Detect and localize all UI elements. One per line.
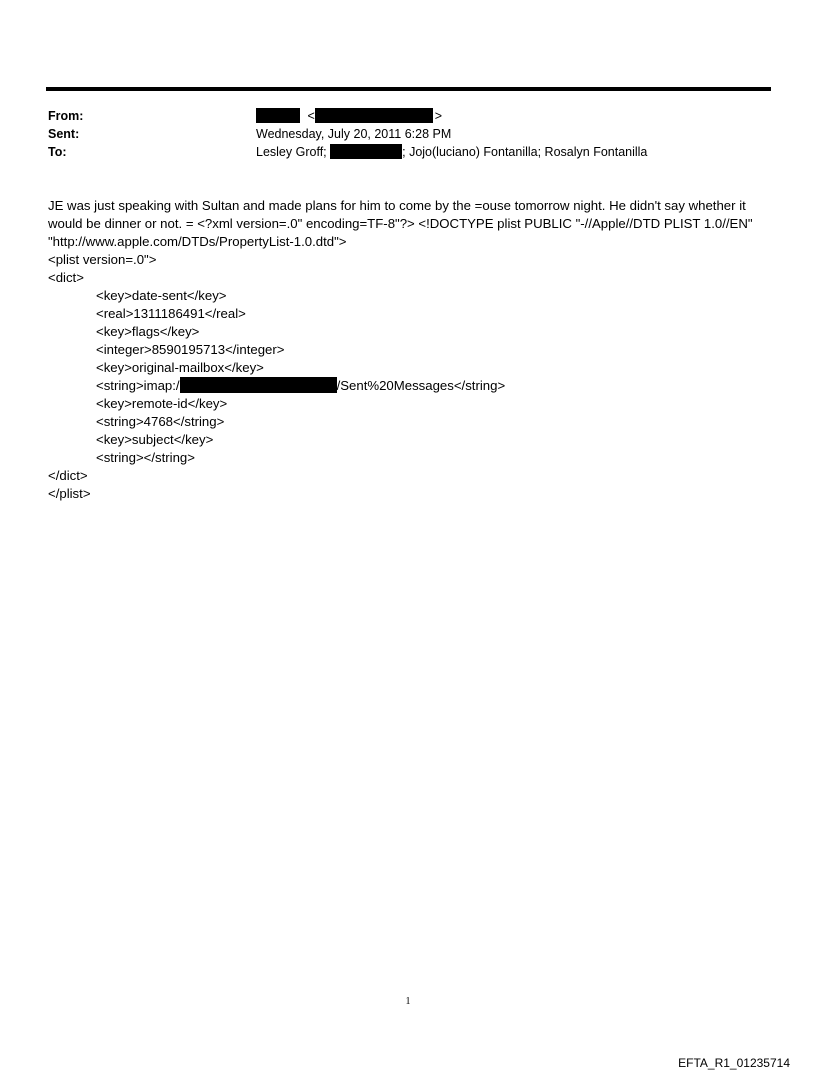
body-line: would be dinner or not. = <?xml version=.0" encoding=TF-8"?> <!DOCTYPE plist PUBLIC "-//Apple//DTD PLIST 1.0//EN" xyxy=(48,216,753,231)
dict-close: </dict> xyxy=(48,468,88,483)
plist-string-subject: <string></string> xyxy=(96,450,195,465)
bates-number: EFTA_R1_01235714 xyxy=(678,1056,790,1070)
to-value xyxy=(256,144,647,161)
to-recipient-1: Lesley Groff; xyxy=(256,145,327,159)
plist-close: </plist> xyxy=(48,486,91,501)
from-value xyxy=(256,108,442,125)
sent-value: Wednesday, July 20, 2011 6:28 PM xyxy=(256,127,452,141)
plist-integer-value: <integer>8590195713</integer> xyxy=(96,342,285,357)
plist-key-flags: <key>flags</key> xyxy=(96,324,200,339)
dict-open: <dict> xyxy=(48,270,84,285)
body-line: JE was just speaking with Sultan and made plans for him to come by the =ouse tomorrow night. He didn't say whether it xyxy=(48,198,746,213)
redacted-sender-name xyxy=(256,108,300,123)
header-rule xyxy=(46,87,771,91)
plist-key-remote-id: <key>remote-id</key> xyxy=(96,396,228,411)
plist-open: <plist version=.0"> xyxy=(48,252,157,267)
plist-string-remote-id: <string>4768</string> xyxy=(96,414,225,429)
from-label: From: xyxy=(48,109,84,123)
imap-suffix: /Sent%20Messages</string> xyxy=(336,378,506,393)
plist-string-imap xyxy=(48,377,773,395)
sent-label: Sent: xyxy=(48,127,80,141)
plist-real-value: <real>1311186491</real> xyxy=(96,306,246,321)
redacted-recipient xyxy=(330,144,402,159)
page-number: 1 xyxy=(405,996,411,1007)
to-recipients-rest: ; Jojo(luciano) Fontanilla; Rosalyn Fontanilla xyxy=(402,145,648,159)
plist-key-date-sent: <key>date-sent</key> xyxy=(96,288,227,303)
from-gt: > xyxy=(434,109,443,123)
redacted-sender-email xyxy=(315,108,433,123)
body-line: "http://www.apple.com/DTDs/PropertyList-1.0.dtd"> xyxy=(48,234,347,249)
imap-prefix: <string>imap:/ xyxy=(96,378,180,393)
plist-key-subject: <key>subject</key> xyxy=(96,432,214,447)
to-label: To: xyxy=(48,145,67,159)
email-body xyxy=(48,197,773,503)
from-lt: < xyxy=(307,109,315,123)
plist-key-original-mailbox: <key>original-mailbox</key> xyxy=(96,360,264,375)
redacted-mailbox-path xyxy=(180,377,337,393)
